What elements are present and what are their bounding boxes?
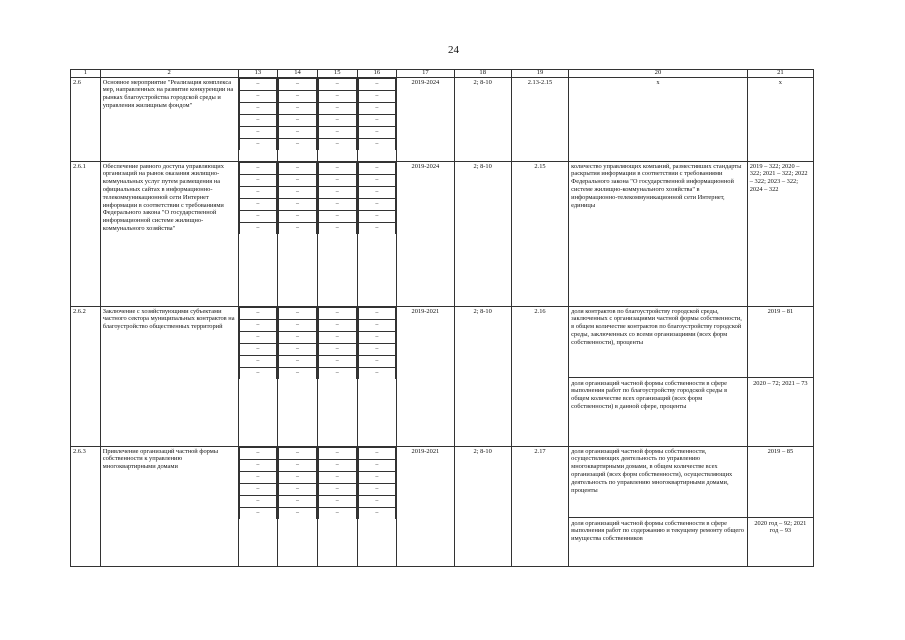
measure-name: Заключение с хозяйствующими субъектами частного сектора муниципальных контрактов на благоустройство общественных территорий (100, 306, 238, 446)
period-cell: 2019-2021 (397, 306, 454, 446)
indicator-cell: количество управляющих компаний, разместивших стандарты раскрытия информации в соответствии с требованиями Федерального закона "О государственной информационной системе жилищно-коммунального хозяйства" в информационно-телекоммуникационной сети Интернет, единицы (569, 161, 748, 306)
value-cell: 2019 – 322; 2020 – 322; 2021 – 322; 2022 – 322; 2023 – 322; 2024 – 322 (747, 161, 813, 306)
ref-cell: 2; 8-10 (454, 306, 511, 446)
dash-grid: – – – – – – (278, 447, 317, 519)
measure-name: Привлечение организаций частной формы собственности к управлению многоквартирными домами (100, 446, 238, 566)
dash-grid: – – – – – – (239, 447, 278, 519)
indicator-number: 2.13-2.15 (511, 77, 568, 161)
row-number: 2.6 (71, 77, 101, 161)
table-row (71, 446, 814, 566)
header-cell: 18 (454, 70, 511, 78)
dash-grid: – – – – – – (358, 162, 397, 234)
row-number: 2.6.1 (71, 161, 101, 306)
value-cell (747, 446, 813, 566)
header-cell: 16 (357, 70, 397, 78)
dash-grid: – – – – – – (278, 162, 317, 234)
program-table (70, 69, 814, 567)
header-cell: 17 (397, 70, 454, 78)
header-cell: 1 (71, 70, 101, 78)
indicator-cell (569, 446, 748, 566)
dash-grid: – – – – – – (239, 162, 278, 234)
value-text: 2020 – 72; 2021 – 73 (748, 377, 813, 388)
ref-cell: 2; 8-10 (454, 161, 511, 306)
indicator-text: доля организаций частной формы собственности, осуществляющих деятельность по управлению многоквартирными домами, в общем количестве всех организаций (всех форм собственности), осуществляющих деятельность по управлению многоквартирными домами, проценты (571, 447, 733, 494)
measure-name: Обеспечение равного доступа управляющих организаций на рынок оказания жилищно-коммунальных услуг путем размещения на официальных сайтах в информационно-телекоммуникационной сети Интернет информации в соответствии с требованиями Федерального закона "О государственной информационной системе жилищно-коммунального хозяйства" (100, 161, 238, 306)
measure-name: Основное мероприятие "Реализация комплекса мер, направленных на развитие конкуренции на рынках благоустройства городской среды и управления жилищным фондом" (100, 77, 238, 161)
indicator-text: доля организаций частной формы собственности в сфере выполнения работ по содержанию и текущему ремонту общего имущества собственников (569, 517, 747, 543)
value-cell (747, 306, 813, 446)
row-number: 2.6.3 (71, 446, 101, 566)
dash-grid: – – – – – – (318, 162, 357, 234)
value-text: 2019 – 81 (767, 307, 794, 315)
indicator-number: 2.16 (511, 306, 568, 446)
value-text: 2020 год – 92; 2021 год – 93 (748, 517, 813, 536)
dash-grid: – – – – – – (318, 78, 357, 150)
dash-grid: – – – – – – (358, 307, 397, 379)
header-cell: 21 (747, 70, 813, 78)
value-text: 2019 – 85 (767, 447, 794, 455)
row-number: 2.6.2 (71, 306, 101, 446)
header-cell: 13 (238, 70, 278, 78)
page-number: 24 (448, 44, 459, 56)
dash-grid: – – – – – – (358, 78, 397, 150)
indicator-text: доля организаций частной формы собственности в сфере выполнения работ по благоустройству городской среды в общем количестве всех организаций (всех форм собственности) в данной сфере, проценты (569, 377, 747, 411)
dash-grid: – – – – – – (278, 307, 317, 379)
dash-grid: – – – – – – (278, 78, 317, 150)
indicator-number: 2.15 (511, 161, 568, 306)
table-row (71, 306, 814, 446)
table-row (71, 77, 814, 161)
header-row (71, 70, 814, 78)
indicator-cell: х (569, 77, 748, 161)
dash-grid: – – – – – – (318, 447, 357, 519)
table-row (71, 161, 814, 306)
ref-cell: 2; 8-10 (454, 77, 511, 161)
indicator-number: 2.17 (511, 446, 568, 566)
dash-grid: – – – – – – (358, 447, 397, 519)
period-cell: 2019-2024 (397, 161, 454, 306)
header-cell: 15 (317, 70, 357, 78)
period-cell: 2019-2021 (397, 446, 454, 566)
header-cell: 14 (278, 70, 318, 78)
dash-grid: – – – – – – (239, 307, 278, 379)
dash-grid: – – – – – – (239, 78, 278, 150)
value-cell: х (747, 77, 813, 161)
dash-grid: – – – – – – (318, 307, 357, 379)
indicator-text: доля контрактов по благоустройству городской среды, заключенных с организациями частной формы собственности, в общем количестве контрактов по благоустройству городской среды, заключенных со всеми организациями (всех форм собственности), проценты (571, 307, 742, 346)
indicator-cell (569, 306, 748, 446)
header-cell: 20 (569, 70, 748, 78)
period-cell: 2019-2024 (397, 77, 454, 161)
header-cell: 19 (511, 70, 568, 78)
header-cell: 2 (100, 70, 238, 78)
ref-cell: 2; 8-10 (454, 446, 511, 566)
